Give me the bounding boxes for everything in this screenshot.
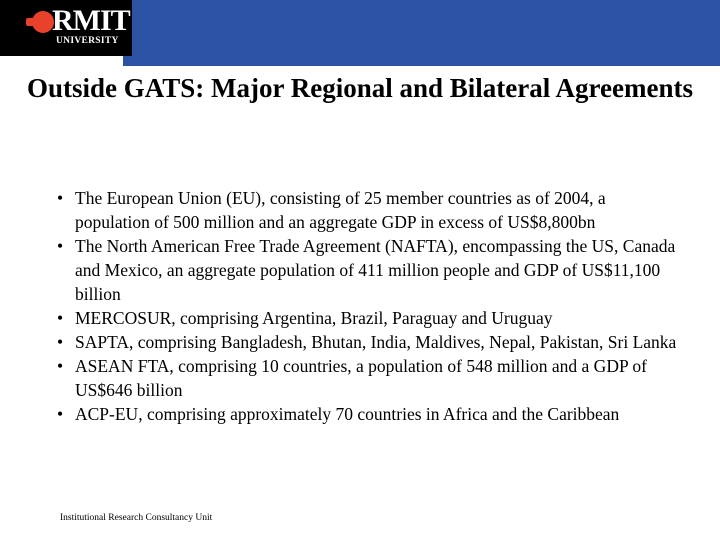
bullet-item: • ASEAN FTA, comprising 10 countries, a population of 548 million and a GDP of US$646 billion [57, 354, 677, 402]
bullet-item: • The European Union (EU), consisting of 25 member countries as of 2004, a population of 500 million and an aggregate GDP in excess of US$8,800bn [57, 186, 677, 234]
bullet-item: • MERCOSUR, comprising Argentina, Brazil, Paraguay and Uruguay [57, 306, 677, 330]
logo-subtitle: UNIVERSITY [56, 36, 119, 46]
bullet-item: • ACP-EU, comprising approximately 70 countries in Africa and the Caribbean [57, 402, 677, 426]
bullet-item: • The North American Free Trade Agreement (NAFTA), encompassing the US, Canada and Mexico, an aggregate population of 411 million people and GDP of US$11,100 billion [57, 234, 677, 306]
rmit-logo [0, 0, 132, 56]
logo-name: RMIT [52, 4, 130, 37]
header-gap [0, 56, 123, 66]
footer-text: Institutional Research Consultancy Unit [60, 513, 213, 523]
slide-title: Outside GATS: Major Regional and Bilateral Agreements [27, 73, 693, 103]
bullet-item: • SAPTA, comprising Bangladesh, Bhutan, India, Maldives, Nepal, Pakistan, Sri Lanka [57, 330, 677, 354]
logo-mark-icon [32, 11, 54, 33]
bullet-list [57, 186, 677, 426]
